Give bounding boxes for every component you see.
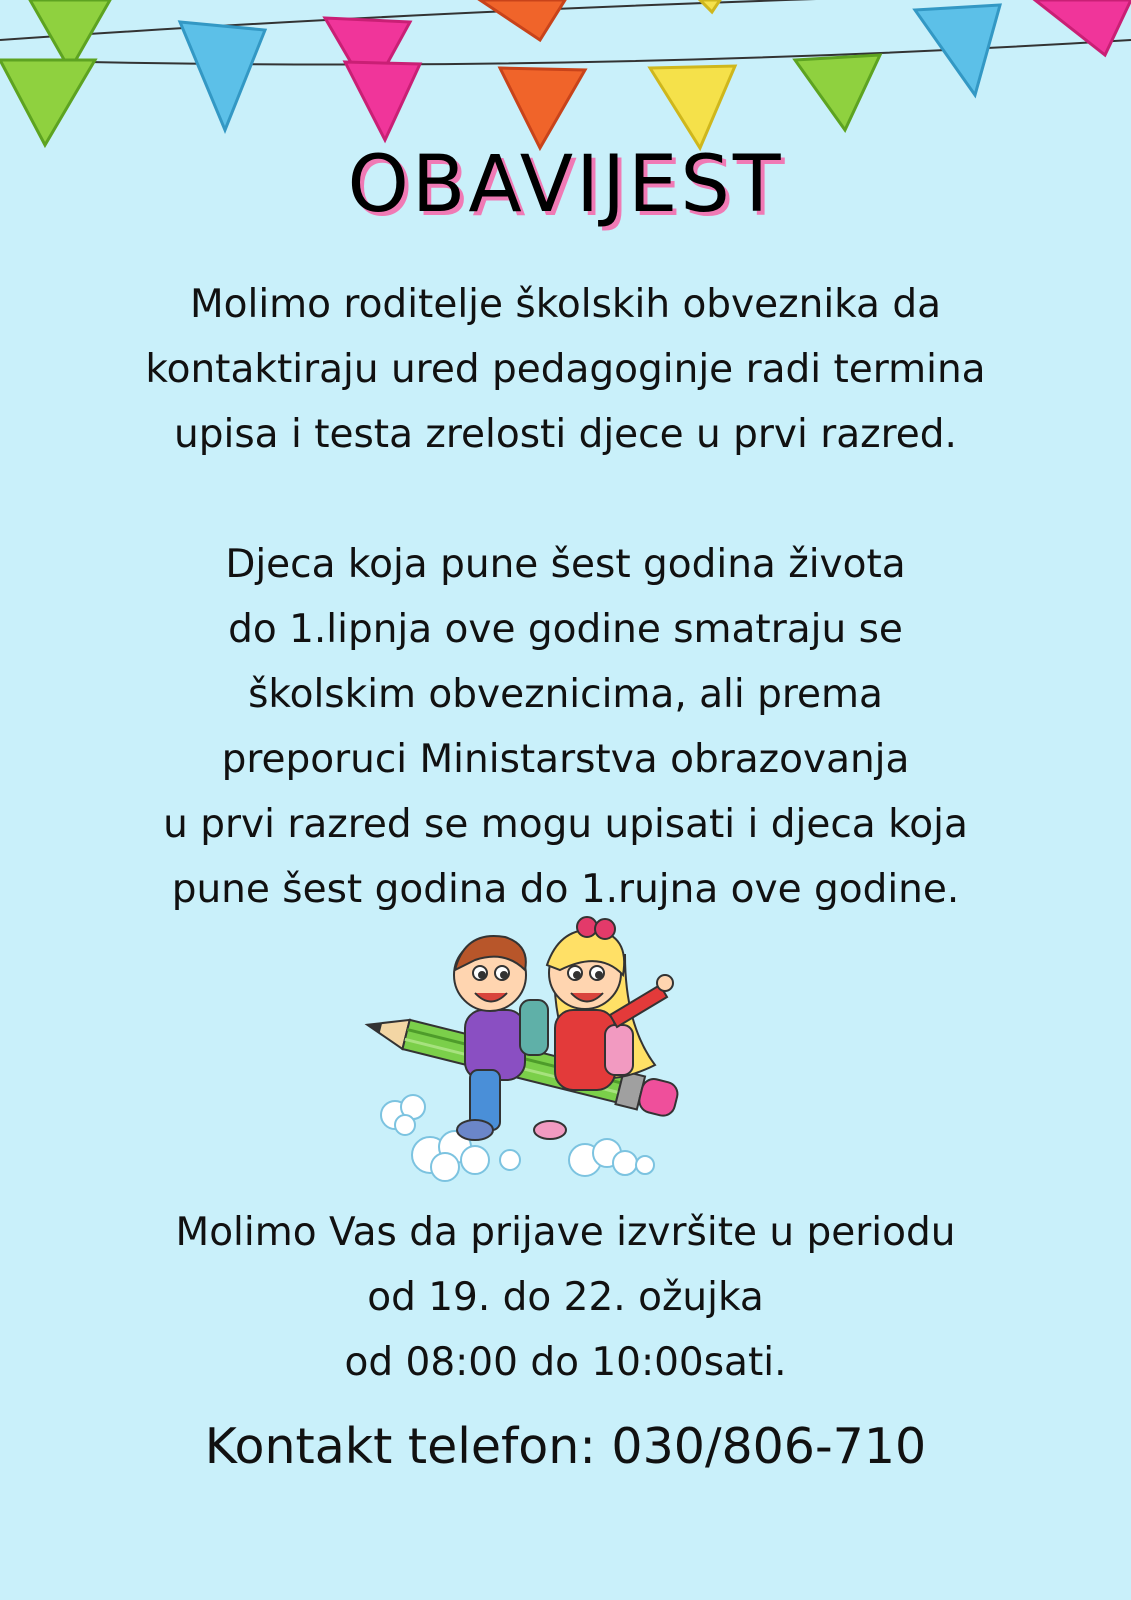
text-line: Molimo roditelje školskih obveznika da [189,282,942,327]
text-line: od 08:00 do 10:00sati. [344,1340,787,1385]
flag [700,0,720,12]
flag [480,0,565,40]
text-line: preporuci Ministarstva obrazovanja [221,737,910,782]
text-line: školskim obveznicima, ali prema [248,672,883,717]
application-period-paragraph [60,1200,1071,1395]
enrollment-paragraph [60,272,1071,467]
text-line: upisa i testa zrelosti djece u prvi razred. [174,412,957,457]
flag [180,22,265,130]
text-line: u prvi razred se mogu upisati i djeca koja [163,802,968,847]
text-line: Djeca koja pune šest godina života [225,542,906,587]
flag [500,68,585,148]
age-rules-paragraph [60,532,1071,922]
contact-phone: Kontakt telefon: 030/806-710 [204,1418,927,1475]
flag [650,66,735,148]
page-title: OBAVIJEST [347,140,784,230]
flag [795,55,880,130]
text-line: do 1.lipnja ove godine smatraju se [228,607,903,652]
text-line: pune šest godina do 1.rujna ove godine. [171,867,960,912]
kids-riding-pencil-illustration [355,915,695,1205]
bunting-decoration [0,0,1131,160]
flag [345,62,420,140]
text-line: od 19. do 22. ožujka [367,1275,764,1320]
text-line: kontaktiraju ured pedagoginje radi termina [145,347,986,392]
text-line: Molimo Vas da prijave izvršite u periodu [175,1210,956,1255]
flag [0,60,95,145]
flag [1035,0,1131,55]
